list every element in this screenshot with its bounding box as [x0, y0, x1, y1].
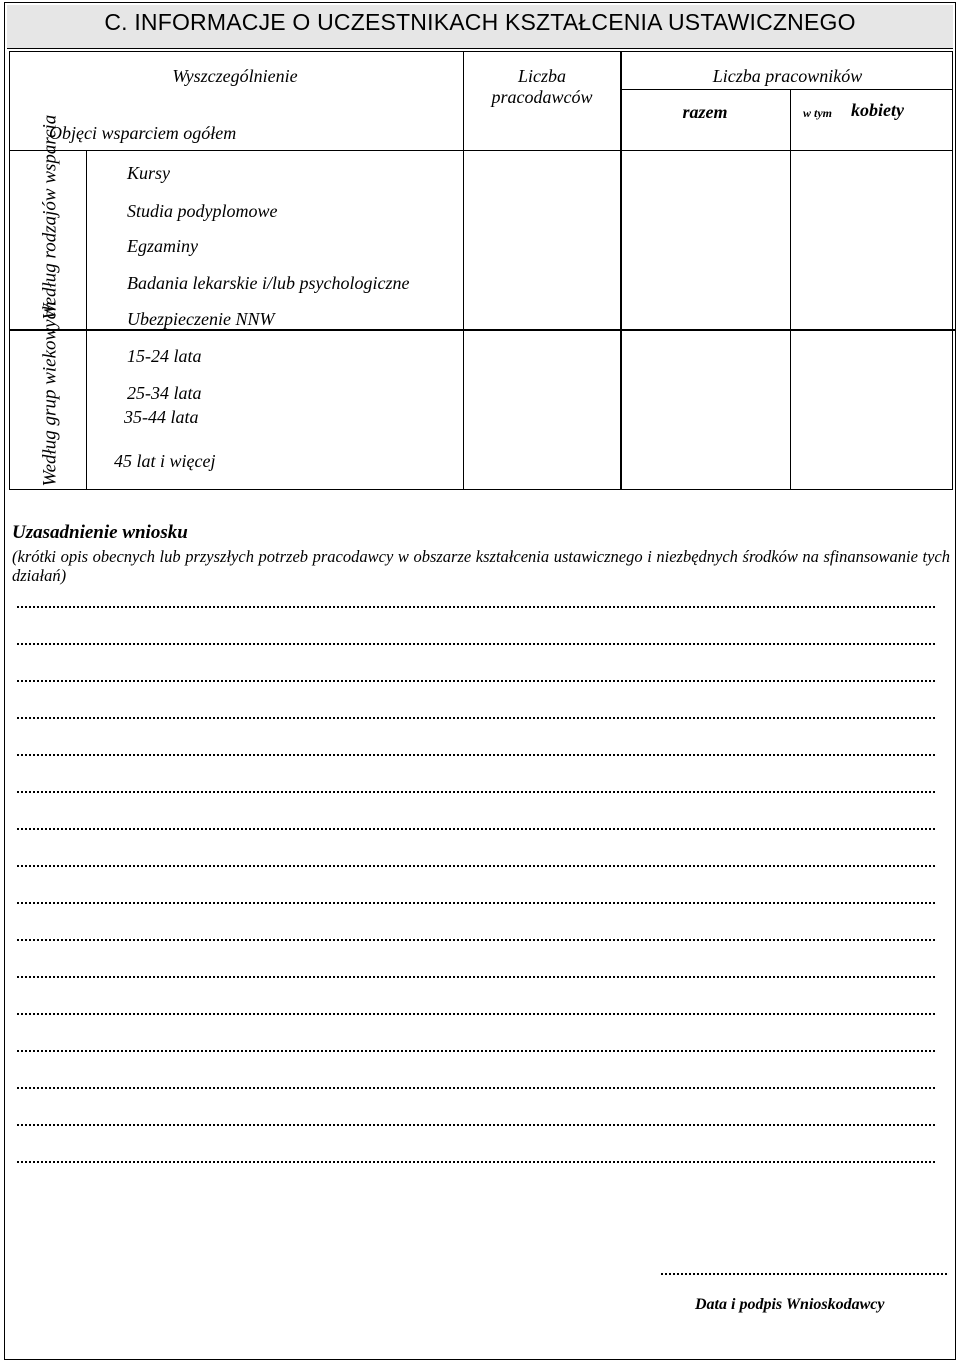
justification-heading: Uzasadnienie wniosku [12, 522, 188, 543]
dotted-line [17, 902, 935, 904]
header-total: razem [682, 102, 728, 122]
row-age-45-plus: 45 lat i więcej [114, 451, 216, 471]
header-employees: Liczba pracowników [712, 66, 863, 86]
dotted-line [17, 1161, 935, 1163]
row-overall: Objęci wsparciem ogółem [49, 123, 237, 143]
table-right-border [952, 51, 953, 489]
total-col-line [790, 89, 791, 489]
dotted-line [17, 939, 935, 941]
row-kursy: Kursy [127, 163, 171, 183]
row-egzaminy: Egzaminy [127, 236, 198, 256]
signature-line [661, 1273, 947, 1275]
dotted-line [17, 606, 935, 608]
group-label-by-type: Według rodzajów wsparcia [39, 114, 61, 320]
header-spec: Wyszczególnienie [172, 66, 298, 86]
section-title-bar [7, 5, 953, 49]
dotted-line [17, 828, 935, 830]
table-bottom-border [9, 489, 953, 490]
row-age-35-44: 35-44 lata [124, 407, 199, 427]
dotted-line [17, 865, 935, 867]
row-studia: Studia podyplomowe [127, 201, 278, 221]
dotted-line [17, 754, 935, 756]
dotted-line [17, 791, 935, 793]
dotted-line [17, 717, 935, 719]
header-incl: w tym [803, 106, 832, 120]
section-title: C. INFORMACJE O UCZESTNIKACH KSZTAŁCENIA USTAWICZNEGO [104, 9, 856, 35]
header-employers: Liczba pracodawców [491, 66, 593, 107]
row-ubezpieczenie: Ubezpieczenie NNW [127, 309, 275, 329]
dotted-line [17, 1087, 935, 1089]
signature-label: Data i podpis Wnioskodawcy [695, 1296, 885, 1313]
form-page [4, 2, 956, 1360]
spec-col-line [463, 51, 464, 489]
row-age-15-24: 15-24 lata [127, 346, 202, 366]
dotted-line [17, 1013, 935, 1015]
group-col-line [86, 150, 87, 489]
dotted-line [17, 680, 935, 682]
group-label-by-age: Według grup wiekowych [39, 301, 61, 487]
dotted-line [17, 1124, 935, 1126]
row-badania: Badania lekarskie i/lub psychologiczne [127, 273, 410, 293]
dotted-line [17, 976, 935, 978]
justification-description: (krótki opis obecnych lub przyszłych potrzeb pracodawcy w obszarze kształcenia ustawicznego i niezbędnych środków na sfinansowanie tych działań) [12, 547, 950, 585]
dotted-line [17, 1050, 935, 1052]
employees-subheader-line [620, 89, 953, 90]
header-women: kobiety [851, 100, 904, 120]
employers-col-line [620, 51, 622, 489]
header-bottom-line [9, 150, 953, 151]
table-left-border [9, 51, 10, 489]
dotted-line [17, 643, 935, 645]
row-age-25-34: 25-34 lata [127, 383, 202, 403]
table-top-border [9, 51, 953, 52]
